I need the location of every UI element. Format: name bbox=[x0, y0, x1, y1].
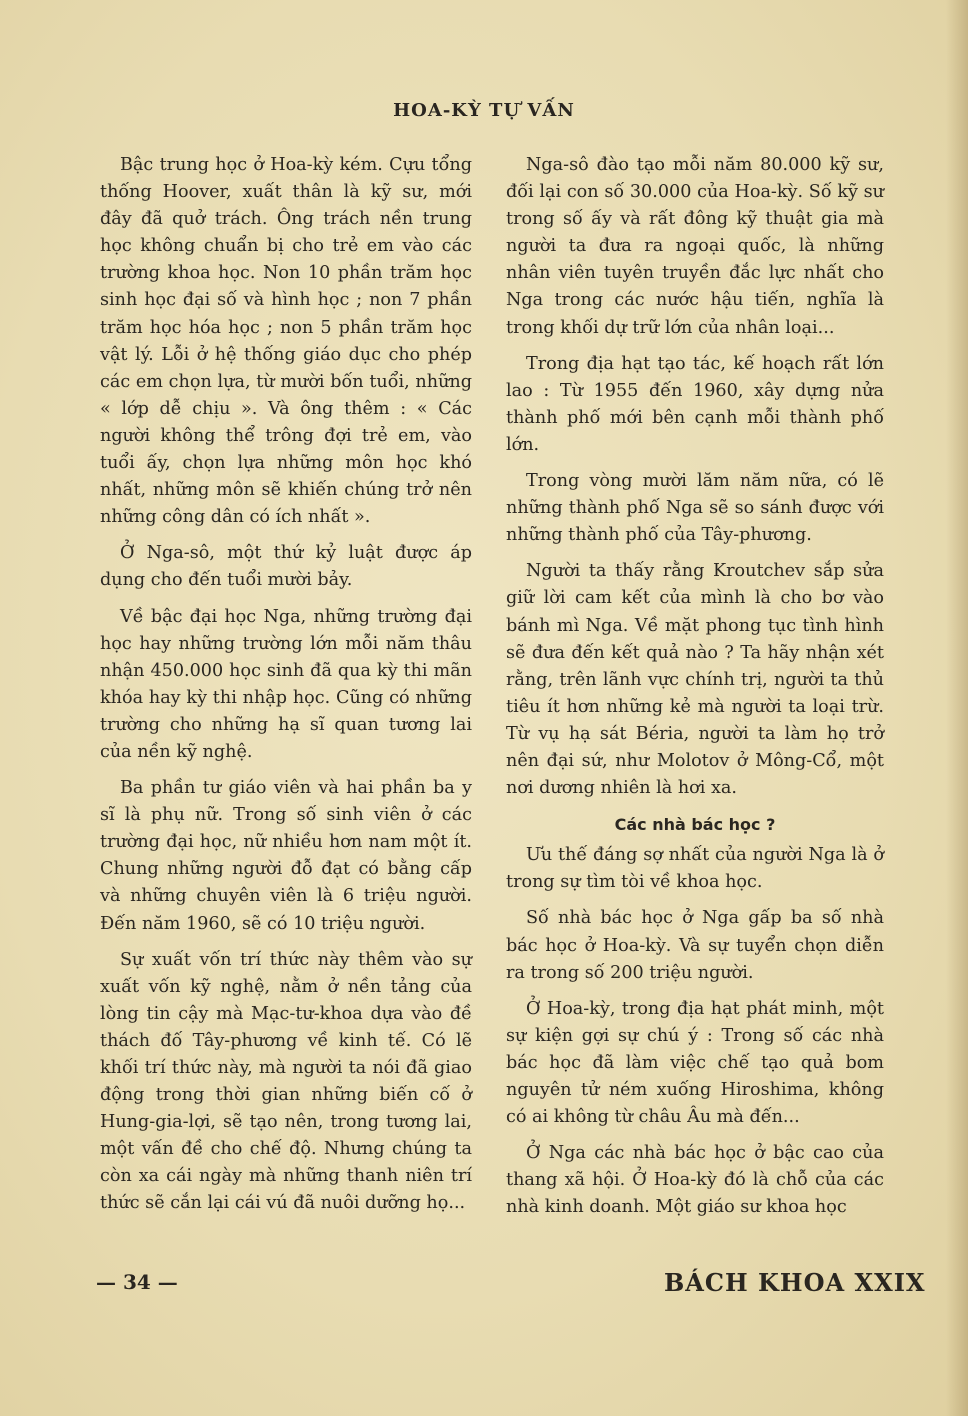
left-paragraph-1: Bậc trung học ở Hoa-kỳ kém. Cựu tổng thống Hoover, xuất thân là kỹ sư, mới đây đã quở trách. Ông trách nền trung học không chuẩn bị cho trẻ em vào các trường khoa học. Non 10 phần trăm học sinh học đại số và hình học ; non 7 phần trăm học hóa học ; non 5 phần trăm học vật lý. Lỗi ở hệ thống giáo dục cho phép các em chọn lựa, từ mười bốn tuổi, những « lớp dễ chịu ». Và ông thêm : « Các người không thể trông đợi trẻ em, vào tuổi ấy, chọn lựa những môn học khó nhất, những môn sẽ khiến chúng trở nên những công dân có ích nhất ». bbox=[100, 155, 472, 528]
right-paragraph-6: Số nhà bác học ở Nga gấp ba số nhà bác học ở Hoa-kỳ. Và sự tuyển chọn diễn ra trong số 200 triệu người. bbox=[506, 908, 884, 983]
right-paragraph-5: Ưu thế đáng sợ nhất của người Nga là ở trong sự tìm tòi về khoa học. bbox=[506, 845, 884, 893]
right-paragraph-1: Nga-sô đào tạo mỗi năm 80.000 kỹ sư, đối lại con số 30.000 của Hoa-kỳ. Số kỹ sư trong số ấy và rất đông kỹ thuật gia mà người ta đưa ra ngoại quốc, là những nhân viên tuyên truyền đắc lực nhất cho Nga trong các nước hậu tiến, nghĩa là trong khối dự trữ lớn của nhân loại... bbox=[506, 155, 884, 338]
right-paragraph-4: Người ta thấy rằng Kroutchev sắp sửa giữ lời cam kết của mình là cho bơ vào bánh mì Nga. Về mặt phong tục tình hình sẽ đưa đến kết quả nào ? Ta hãy nhận xét rằng, trên lãnh vực chính trị, người ta thủ tiêu ít hơn những kẻ mà người ta loại trừ. Từ vụ hạ sát Béria, người ta làm họ trở nên đại sứ, như Molotov ở Mông-Cổ, một nơi dương nhiên là hơi xa. bbox=[506, 561, 884, 799]
right-paragraph-7: Ở Hoa-kỳ, trong địa hạt phát minh, một sự kiện gợi sự chú ý : Trong số các nhà bác học đã làm việc chế tạo quả bom nguyên tử ném xuống Hiroshima, không có ai không từ châu Âu mà đến... bbox=[506, 998, 884, 1128]
right-paragraph-8: Ở Nga các nhà bác học ở bậc cao của thang xã hội. Ở Hoa-kỳ đó là chỗ của các nhà kinh doanh. Một giáo sư khoa học bbox=[506, 1143, 884, 1218]
right-column bbox=[506, 152, 884, 1230]
right-paragraph-3: Trong vòng mười lăm năm nữa, có lẽ những thành phố Nga sẽ so sánh được với những thành phố của Tây-phương. bbox=[506, 471, 884, 546]
left-paragraph-3: Về bậc đại học Nga, những trường đại học hay những trường lớn mỗi năm thâu nhận 450.000 học sinh đã qua kỳ thi mãn khóa hay kỳ thi nhập học. Cũng có những trường cho những hạ sĩ quan tương lai của nền kỹ nghệ. bbox=[100, 606, 472, 762]
left-paragraph-5: Sự xuất vốn trí thức này thêm vào sự xuất vốn kỹ nghệ, nằm ở nền tảng của lòng tin cậy mà Mạc-tư-khoa dựa vào đề thách đố Tây-phương về kinh tế. Có lẽ khối trí thức này, mà người ta nói đã giao động trong thời gian những biến cố ở Hung-gia-lợi, sẽ tạo nên, trong tương lai, một vấn đề cho chế độ. Nhưng chúng ta còn xa cái ngày mà những thanh niên trí thức sẽ cắn lại cái vú đã nuôi dưỡng họ... bbox=[100, 949, 472, 1214]
left-paragraph-2: Ở Nga-sô, một thứ kỷ luật được áp dụng cho đến tuổi mười bảy. bbox=[100, 543, 472, 591]
section-subheading: Các nhà bác học ? bbox=[614, 815, 776, 835]
right-paragraph-2: Trong địa hạt tạo tác, kế hoạch rất lớn lao : Từ 1955 đến 1960, xây dựng nửa thành phố mới bên cạnh mỗi thành phố lớn. bbox=[506, 353, 884, 455]
left-paragraph-4: Ba phần tư giáo viên và hai phần ba y sĩ là phụ nữ. Trong số sinh viên ở các trường đại học, nữ nhiều hơn nam một ít. Chung những người đỗ đạt có bằng cấp và những chuyên viên là 6 triệu người. Đến năm 1960, sẽ có 10 triệu người. bbox=[100, 778, 472, 934]
running-header: HOA-KỲ TỰ VẤN bbox=[393, 100, 575, 121]
journal-title: BÁCH KHOA XXIX bbox=[664, 1268, 926, 1297]
left-column bbox=[100, 152, 472, 1227]
page-edge-shadow bbox=[946, 0, 968, 1416]
page-number: — 34 — bbox=[96, 1270, 178, 1294]
